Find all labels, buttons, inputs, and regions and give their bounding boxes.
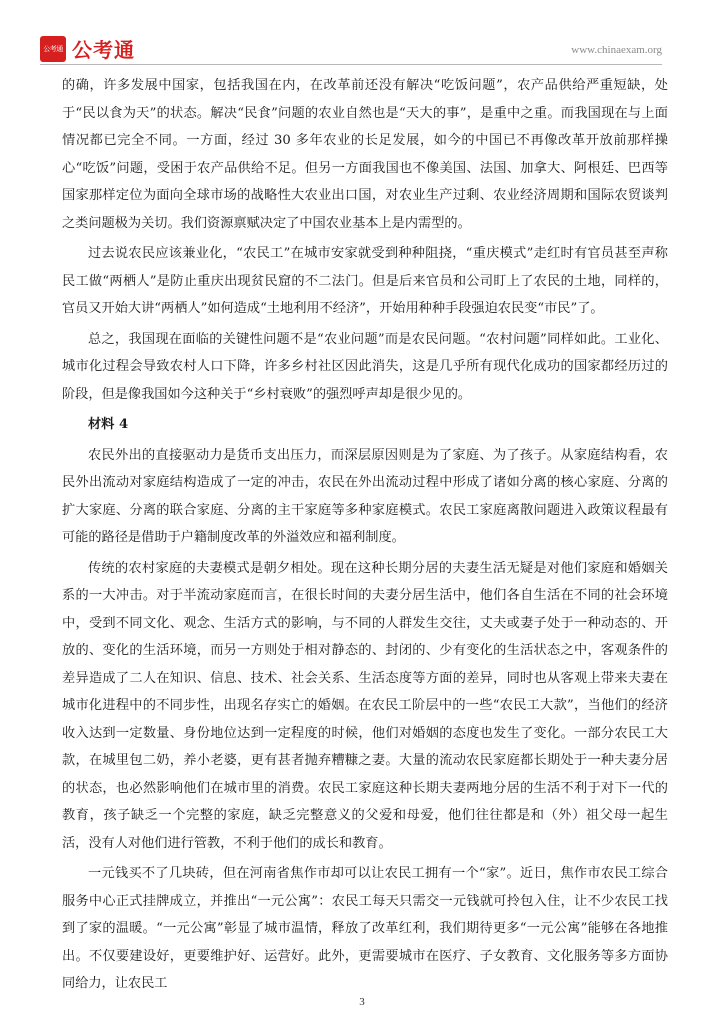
logo-mark-icon: 公考通 <box>40 36 66 62</box>
paragraph-4: 农民外出的直接驱动力是货币支出压力，而深层原因则是为了家庭、为了孩子。从家庭结构看，农民外出流动对家庭结构造成了一定的冲击，农民在外出流动过程中形成了诸如分离的核心家庭、分离的扩大家庭、分离的联合家庭、分离的主干家庭等多种家庭模式。农民工家庭离散问题进入政策议程最有可能的路径是借助于户籍制度改革的外溢效应和福利制度。 <box>62 447 668 545</box>
paragraph-1: 的确，许多发展中国家，包括我国在内，在改革前还没有解决“吃饭问题”，农产品供给严重短缺，处于“民以食为天”的状态。解决“民食”问题的农业自然也是“天大的事”，是重中之重。而我国现在与上面情况都已完全不同。一方面，经过 30 多年农业的长足发展，如今的中国已不再像改革开放前那样操心“吃饭”问题，受困于农产品供给不足。但另一方面我国也不像美国、法国、加拿大、阿根廷、巴西等国家那样定位为面向全球市场的战略性大农业出口国，对农业生产过剩、农业经济周期和国际农贸谈判之类问题极为关切。我们资源禀赋决定了中国农业基本上是内需型的。 <box>62 78 668 231</box>
section-heading-material-4: 材料 4 <box>88 417 129 432</box>
paragraph-6: 一元钱买不了几块砖，但在河南省焦作市却可以让农民工拥有一个“家”。近日，焦作市农民工综合服务中心正式挂牌成立，并推出“一元公寓”：农民工每天只需交一元钱就可拎包入住，让不少农民工找到了家的温暖。“一元公寓”彰显了城市温情，释放了改革红利，我们期待更多“一元公寓”能够在各地推出。不仅要建设好，更要维护好、运营好。此外，更需要城市在医疗、子女教育、文化服务等多方面协同给力，让农民工 <box>62 866 668 991</box>
paragraph-3: 总之，我国现在面临的关键性问题不是“农业问题”而是农民问题。“农村问题”同样如此。工业化、城市化过程会导致农村人口下降，许多乡村社区因此消失，这是几乎所有现代化成功的国家都经历过的阶段，但是像我国如今这种关于“乡村衰败”的强烈呼声却是很少见的。 <box>62 331 668 402</box>
document-body <box>62 72 668 1001</box>
logo-text: 公考通 <box>72 38 135 62</box>
site-url: www.chinaexam.org <box>571 44 662 56</box>
brand-logo <box>40 34 135 63</box>
page-number: 3 <box>359 996 365 1008</box>
paragraph-5: 传统的农村家庭的夫妻模式是朝夕相处。现在这种长期分居的夫妻生活无疑是对他们家庭和婚姻关系的一大冲击。对于半流动家庭而言，在很长时间的夫妻分居生活中，他们各自生活在不同的社会环境中，受到不同文化、观念、生活方式的影响，与不同的人群发生交往，丈夫或妻子处于一种动态的、开放的、变化的生活环境，而另一方则处于相对静态的、封闭的、少有变化的生活状态之中，客观条件的差异造成了二人在知识、信息、技术、社会关系、生活态度等方面的差异，同时也从客观上带来夫妻在城市化进程中的不同步性，出现名存实亡的婚姻。在农民工阶层中的一些“农民工大款”，当他们的经济收入达到一定数量、身份地位达到一定程度的时候，他们对婚姻的态度也发生了变化。一部分农民工大款，在城里包二奶，养小老婆，更有甚者抛弃糟糠之妻。大量的流动农民家庭都长期处于一种夫妻分居的状态，也必然影响他们在城市里的消费。农民工家庭这种长期夫妻两地分居的生活不利于对下一代的教育，孩子缺乏一个完整的家庭，缺乏完整意义的父爱和母爱，他们往往都是和（外）祖父母一起生活，没有人对他们进行管教，不利于他们的成长和教育。 <box>62 560 668 851</box>
paragraph-2: 过去说农民应该兼业化，“农民工”在城市安家就受到种种阻挠，“重庆模式”走红时有官员甚至声称民工做“两栖人”是防止重庆出现贫民窟的不二法门。但是后来官员和公司盯上了农民的土地，同样的，官员又开始大讲“两栖人”如何造成“土地利用不经济”，开始用种种手段强迫农民变“市民”了。 <box>62 246 668 316</box>
page-header <box>40 30 662 65</box>
